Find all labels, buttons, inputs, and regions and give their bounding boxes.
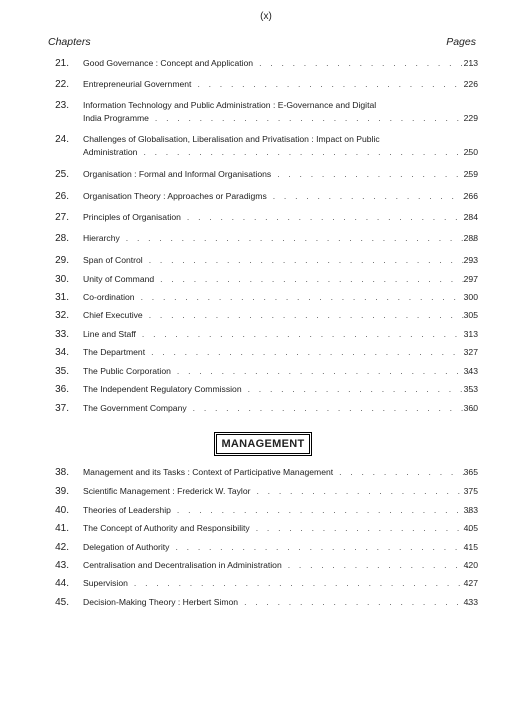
- chapter-number: 21.: [55, 58, 69, 69]
- page-ref: 360: [463, 403, 478, 413]
- dot-leader: [277, 168, 476, 181]
- page-ref: 353: [463, 384, 478, 394]
- dot-leader: [141, 291, 476, 304]
- chapter-title-line: Line and Staff: [83, 329, 136, 339]
- section-heading-management: MANAGEMENT: [216, 434, 310, 454]
- chapter-title-line: Entrepreneurial Government: [83, 79, 192, 89]
- chapter-number: 39.: [55, 486, 69, 497]
- chapter-number: 30.: [55, 274, 69, 285]
- chapter-number: 34.: [55, 347, 69, 358]
- chapter-title-line: Unity of Command: [83, 274, 155, 284]
- page-ref: 383: [463, 505, 478, 515]
- page-ref: 266: [463, 191, 478, 201]
- dot-leader: [155, 112, 476, 125]
- chapter-title-line: India Programme: [83, 113, 149, 123]
- dot-leader: [160, 273, 476, 286]
- chapter-title: [83, 328, 453, 341]
- chapter-number: 27.: [55, 212, 69, 223]
- chapter-title-line: Span of Control: [83, 255, 143, 265]
- chapters-header: Chapters: [48, 36, 91, 48]
- chapter-number: 35.: [55, 366, 69, 377]
- chapter-title: [83, 99, 453, 125]
- chapter-title: [83, 57, 453, 70]
- pages-header: Pages: [446, 36, 476, 48]
- chapter-title: [83, 522, 453, 535]
- chapter-title-line: Centralisation and Decentralisation in Administration: [83, 560, 282, 570]
- dot-leader: [256, 485, 476, 498]
- dot-leader: [273, 190, 476, 203]
- dot-leader: [193, 402, 476, 415]
- page-ref: 213: [463, 58, 478, 68]
- chapter-title-line: Information Technology and Public Administration : E-Governance and Digital: [83, 100, 377, 110]
- chapter-title: [83, 346, 453, 359]
- page-number: (x): [260, 11, 272, 22]
- chapter-title-line: Theories of Leadership: [83, 505, 171, 515]
- dot-leader: [126, 232, 476, 245]
- chapter-title-line: Principles of Organisation: [83, 212, 181, 222]
- chapter-number: 36.: [55, 384, 69, 395]
- chapter-number: 25.: [55, 169, 69, 180]
- page-ref: 427: [463, 578, 478, 588]
- dot-leader: [151, 346, 476, 359]
- chapter-title-line: Organisation Theory : Approaches or Paradigms: [83, 191, 267, 201]
- chapter-title-line: Supervision: [83, 578, 128, 588]
- chapter-title-line: The Department: [83, 347, 146, 357]
- chapter-title: [83, 211, 453, 224]
- chapter-title: [83, 190, 453, 203]
- chapter-title: [83, 383, 453, 396]
- chapter-title: [83, 504, 453, 517]
- chapter-title: [83, 254, 453, 267]
- chapter-title: [83, 291, 453, 304]
- page-ref: 293: [463, 255, 478, 265]
- chapter-title-line: Chief Executive: [83, 310, 143, 320]
- chapter-number: 28.: [55, 233, 69, 244]
- chapter-title-line: Good Governance : Concept and Application: [83, 58, 254, 68]
- chapter-number: 23.: [55, 100, 69, 111]
- page-ref: 250: [463, 147, 478, 157]
- dot-leader: [256, 522, 476, 535]
- chapter-title-line: Challenges of Globalisation, Liberalisation and Privatisation : Impact on Public: [83, 134, 380, 144]
- chapter-title-line: Delegation of Authority: [83, 542, 170, 552]
- chapter-number: 42.: [55, 542, 69, 553]
- page-ref: 284: [463, 212, 478, 222]
- dot-leader: [149, 309, 476, 322]
- chapter-title: [83, 596, 453, 609]
- chapter-title: [83, 485, 453, 498]
- dot-leader: [187, 211, 476, 224]
- chapter-number: 37.: [55, 403, 69, 414]
- chapter-number: 22.: [55, 79, 69, 90]
- chapter-number: 40.: [55, 505, 69, 516]
- chapter-title: [83, 168, 453, 181]
- chapter-title: [83, 365, 453, 378]
- chapter-title-line: Organisation : Formal and Informal Organisations: [83, 169, 272, 179]
- page-ref: 420: [463, 560, 478, 570]
- chapter-title-line: Co-ordination: [83, 292, 135, 302]
- chapter-title-line: Management and its Tasks : Context of Participative Management: [83, 467, 334, 477]
- page-ref: 300: [463, 292, 478, 302]
- page-ref: 375: [463, 486, 478, 496]
- chapter-title: [83, 273, 453, 286]
- chapter-title-line: Decision-Making Theory : Herbert Simon: [83, 597, 239, 607]
- page-ref: 313: [463, 329, 478, 339]
- dot-leader: [177, 504, 476, 517]
- chapter-title-line: The Public Corporation: [83, 366, 171, 376]
- page-ref: 415: [463, 542, 478, 552]
- chapter-title-line: Administration: [83, 147, 138, 157]
- dot-leader: [259, 57, 476, 70]
- chapter-number: 41.: [55, 523, 69, 534]
- dot-leader: [142, 328, 476, 341]
- chapter-number: 32.: [55, 310, 69, 321]
- dot-leader: [177, 365, 476, 378]
- page-ref: 305: [463, 310, 478, 320]
- chapter-title: [83, 309, 453, 322]
- dot-leader: [143, 146, 476, 159]
- chapter-title: [83, 541, 453, 554]
- chapter-title: [83, 466, 453, 479]
- chapter-title-line: Hierarchy: [83, 233, 120, 243]
- page-ref: 226: [463, 79, 478, 89]
- chapter-title-line: The Concept of Authority and Responsibility: [83, 523, 250, 533]
- dot-leader: [248, 383, 476, 396]
- dot-leader: [134, 577, 476, 590]
- page-ref: 297: [463, 274, 478, 284]
- chapter-number: 43.: [55, 560, 69, 571]
- chapter-number: 38.: [55, 467, 69, 478]
- chapter-number: 45.: [55, 597, 69, 608]
- chapter-title-line: The Independent Regulatory Commission: [83, 384, 242, 394]
- dot-leader: [197, 78, 476, 91]
- page-ref: 405: [463, 523, 478, 533]
- dot-leader: [175, 541, 476, 554]
- chapter-number: 24.: [55, 134, 69, 145]
- chapter-title: [83, 232, 453, 245]
- page-ref: 327: [463, 347, 478, 357]
- page-ref: 288: [463, 233, 478, 243]
- chapter-number: 44.: [55, 578, 69, 589]
- dot-leader: [244, 596, 476, 609]
- chapter-title: [83, 559, 453, 572]
- page-ref: 365: [463, 467, 478, 477]
- page-ref: 229: [463, 113, 478, 123]
- chapter-title: [83, 577, 453, 590]
- chapter-title: [83, 78, 453, 91]
- page-ref: 259: [463, 169, 478, 179]
- chapter-title-line: Scientific Management : Frederick W. Taylor: [83, 486, 251, 496]
- chapter-number: 29.: [55, 255, 69, 266]
- page-ref: 433: [463, 597, 478, 607]
- chapter-title: [83, 402, 453, 415]
- chapter-number: 31.: [55, 292, 69, 303]
- dot-leader: [149, 254, 476, 267]
- chapter-number: 33.: [55, 329, 69, 340]
- chapter-title: [83, 133, 453, 159]
- chapter-number: 26.: [55, 191, 69, 202]
- chapter-title-line: The Government Company: [83, 403, 187, 413]
- page-ref: 343: [463, 366, 478, 376]
